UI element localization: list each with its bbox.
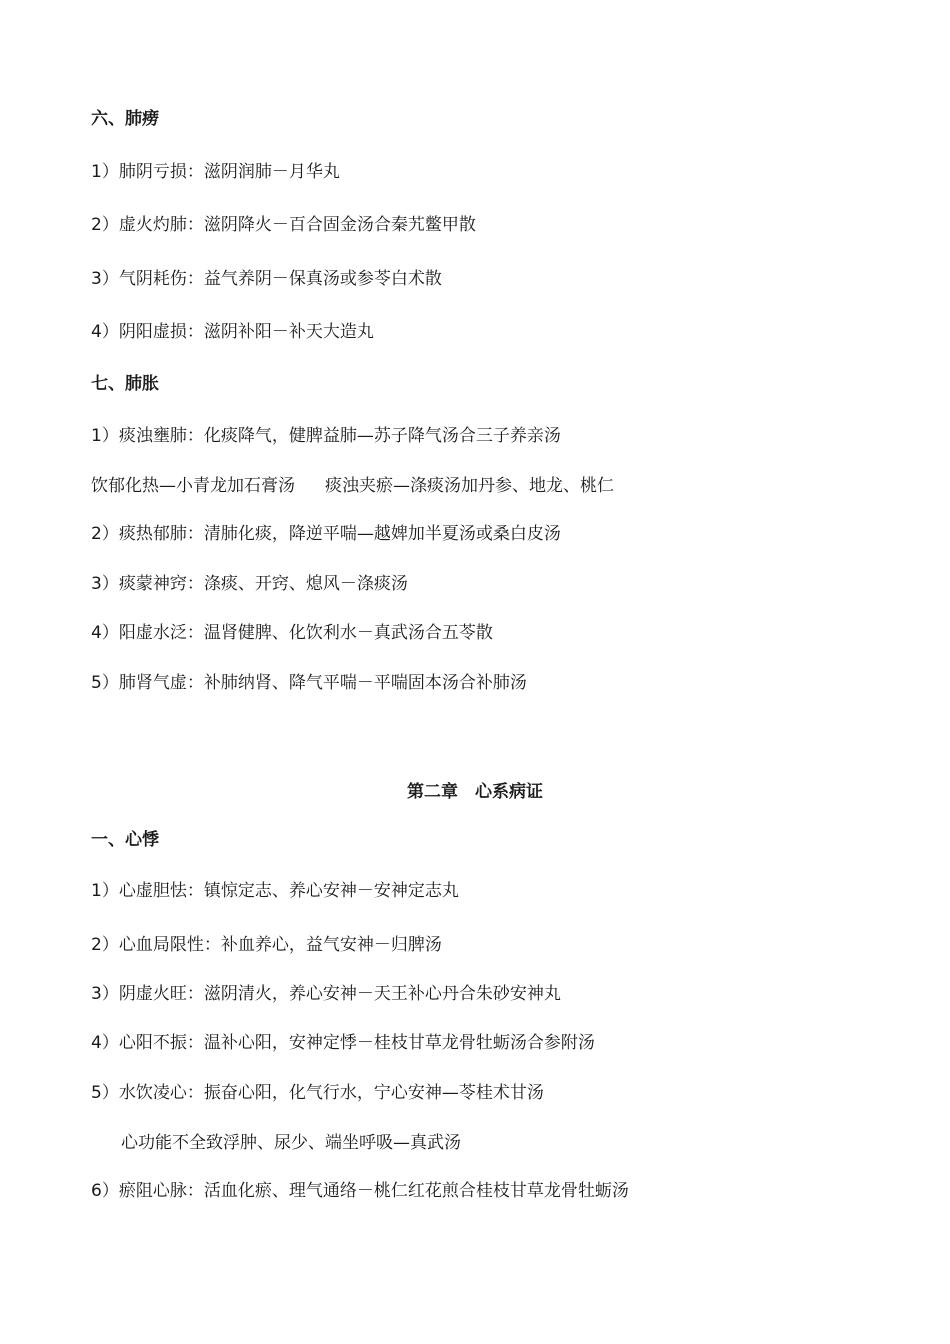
section-heading-feilao: 六、肺痨 — [91, 109, 159, 129]
list-item: 2）痰热郁肺：清肺化痰，降逆平喘—越婢加半夏汤或桑白皮汤 — [91, 524, 561, 544]
list-item-extra — [91, 475, 614, 497]
extra-b-text: 痰浊夹瘀—涤痰汤加丹参、地龙、桃仁 — [325, 476, 614, 496]
list-item: 5）肺肾气虚：补肺纳肾、降气平喘－平喘固本汤合补肺汤 — [91, 673, 527, 693]
section-heading-feizhang: 七、肺胀 — [91, 374, 159, 394]
list-item: 2）心血局限性：补血养心，益气安神－归脾汤 — [91, 935, 442, 955]
list-item: 1）肺阴亏损：滋阴润肺－月华丸 — [91, 162, 340, 182]
list-item-note: 心功能不全致浮肿、尿少、端坐呼吸—真武汤 — [121, 1133, 461, 1153]
list-item: 4）阴阳虚损：滋阴补阳－补天大造丸 — [91, 322, 374, 342]
list-item: 3）痰蒙神窍：涤痰、开窍、熄风－涤痰汤 — [91, 574, 408, 594]
list-item: 1）痰浊壅肺：化痰降气，健脾益肺—苏子降气汤合三子养亲汤 — [91, 426, 561, 446]
extra-a-text: 饮郁化热—小青龙加石膏汤 — [91, 476, 295, 496]
list-item: 4）阳虚水泛：温肾健脾、化饮利水－真武汤合五苓散 — [91, 623, 493, 643]
list-item: 2）虚火灼肺：滋阴降火－百合固金汤合秦艽鳖甲散 — [91, 215, 476, 235]
section-heading-xinji: 一、心悸 — [91, 830, 159, 850]
list-item: 4）心阳不振：温补心阳，安神定悸－桂枝甘草龙骨牡蛎汤合参附汤 — [91, 1033, 595, 1053]
list-item: 5）水饮凌心：振奋心阳，化气行水，宁心安神—苓桂术甘汤 — [91, 1083, 544, 1103]
list-item: 6）瘀阻心脉：活血化瘀、理气通络－桃仁红花煎合桂枝甘草龙骨牡蛎汤 — [91, 1181, 629, 1201]
list-item: 1）心虚胆怯：镇惊定志、养心安神－安神定志丸 — [91, 881, 459, 901]
list-item: 3）气阴耗伤：益气养阴－保真汤或参苓白术散 — [91, 269, 442, 289]
chapter-title: 第二章 心系病证 — [407, 782, 543, 802]
list-item: 3）阴虚火旺：滋阴清火，养心安神－天王补心丹合朱砂安神丸 — [91, 984, 561, 1004]
